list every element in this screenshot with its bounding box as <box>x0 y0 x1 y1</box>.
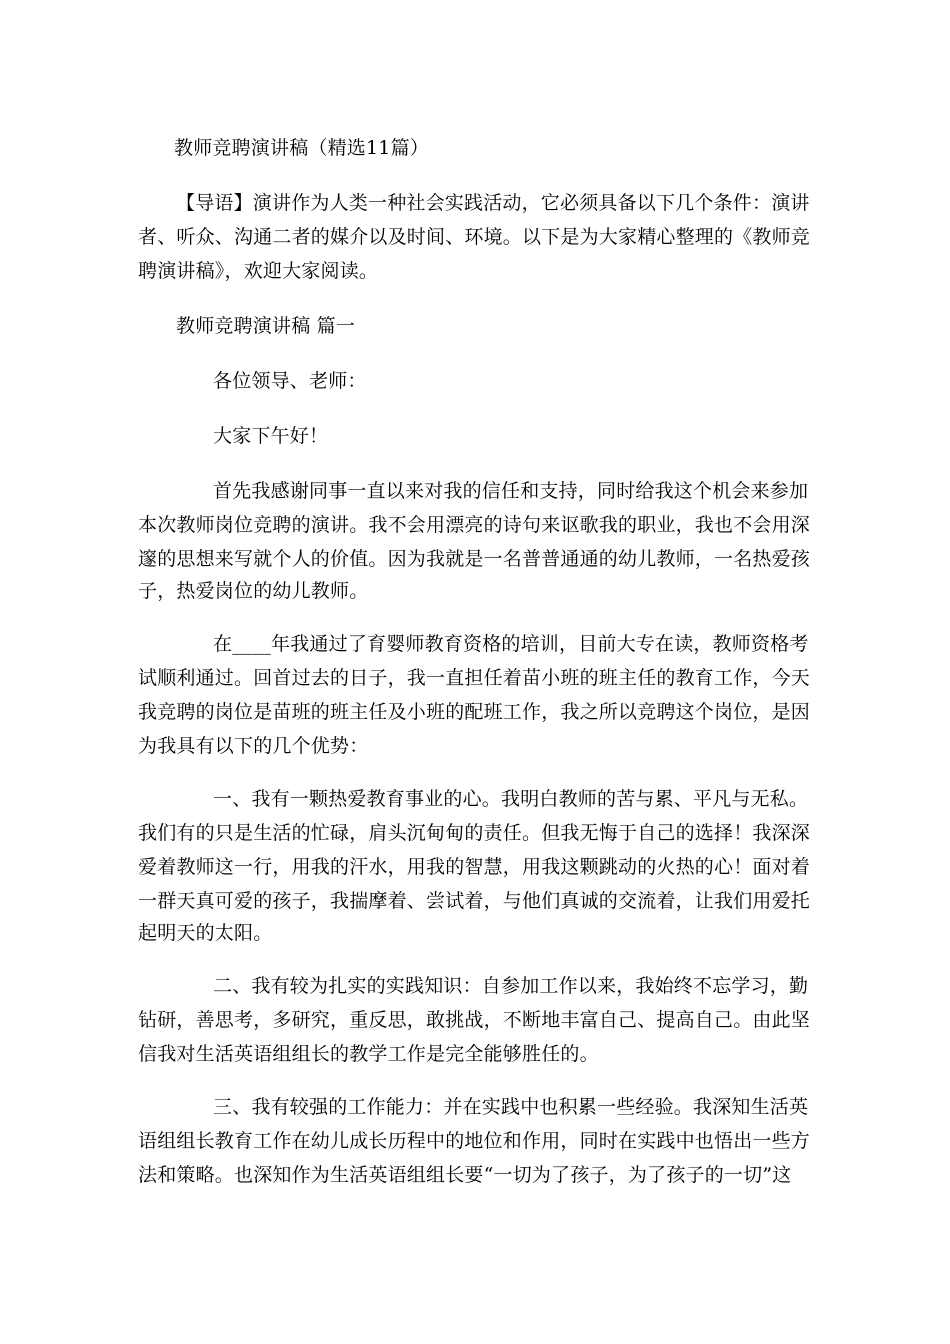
paragraph-line: 一、我有一颗热爱教育事业的心。我明白教师的苦与累、平凡与无私。 <box>213 788 809 810</box>
paragraph-line: 本次教师岗位竞聘的演讲。我不会用漂亮的诗句来讴歌我的职业，我也不会用深 <box>138 514 811 536</box>
paragraph-line: 在____年我通过了育婴师教育资格的培训，目前大专在读，教师资格考 <box>213 633 809 655</box>
paragraph-line: 起明天的太阳。 <box>138 922 273 944</box>
intro-line: 者、听众、沟通二者的媒介以及时间、环境。以下是为大家精心整理的《教师竞 <box>138 226 811 248</box>
paragraph-line: 子，热爱岗位的幼儿教师。 <box>138 580 369 602</box>
paragraph-line: 钻研，善思考，多研究，重反思，敢挑战，不断地丰富自己、提高自己。由此坚 <box>138 1009 811 1031</box>
intro-line: 聘演讲稿》，欢迎大家阅读。 <box>138 260 379 282</box>
paragraph-line: 语组组长教育工作在幼儿成长历程中的地位和作用，同时在实践中也悟出一些方 <box>138 1130 811 1152</box>
paragraph-line: 试顺利通过。回首过去的日子，我一直担任着苗小班的班主任的教育工作，今天 <box>138 667 811 689</box>
paragraph-line: 我竞聘的岗位是苗班的班主任及小班的配班工作，我之所以竞聘这个岗位，是因 <box>138 701 811 723</box>
paragraph-line: 二、我有较为扎实的实践知识：自参加工作以来，我始终不忘学习，勤 <box>213 975 809 997</box>
paragraph-line: 信我对生活英语组组长的教学工作是完全能够胜任的。 <box>138 1043 599 1065</box>
paragraph-line: 爱着教师这一行，用我的汗水，用我的智慧，用我这颗跳动的火热的心！面对着 <box>138 856 811 878</box>
paragraph-line: 一群天真可爱的孩子，我揣摩着、尝试着，与他们真诚的交流着，让我们用爱托 <box>138 890 811 912</box>
greeting: 大家下午好！ <box>213 425 329 447</box>
paragraph-line: 首先我感谢同事一直以来对我的信任和支持，同时给我这个机会来参加 <box>213 480 809 502</box>
section-heading: 教师竞聘演讲稿 篇一 <box>176 315 356 337</box>
paragraph-line: 邃的思想来写就个人的价值。因为我就是一名普普通通的幼儿教师，一名热爱孩 <box>138 548 811 570</box>
paragraph-line: 法和策略。也深知作为生活英语组组长要“一切为了孩子，为了孩子的一切”这 <box>138 1164 792 1186</box>
paragraph-line: 为我具有以下的几个优势： <box>138 735 369 757</box>
paragraph-line: 三、我有较强的工作能力：并在实践中也积累一些经验。我深知生活英 <box>213 1096 809 1118</box>
salutation: 各位领导、老师： <box>213 370 367 392</box>
document-title: 教师竞聘演讲稿（精选11篇） <box>174 137 429 159</box>
intro-line: 【导语】演讲作为人类一种社会实践活动，它必须具备以下几个条件：演讲 <box>176 192 810 214</box>
paragraph-line: 我们有的只是生活的忙碌，肩头沉甸甸的责任。但我无悔于自己的选择！我深深 <box>138 822 811 844</box>
